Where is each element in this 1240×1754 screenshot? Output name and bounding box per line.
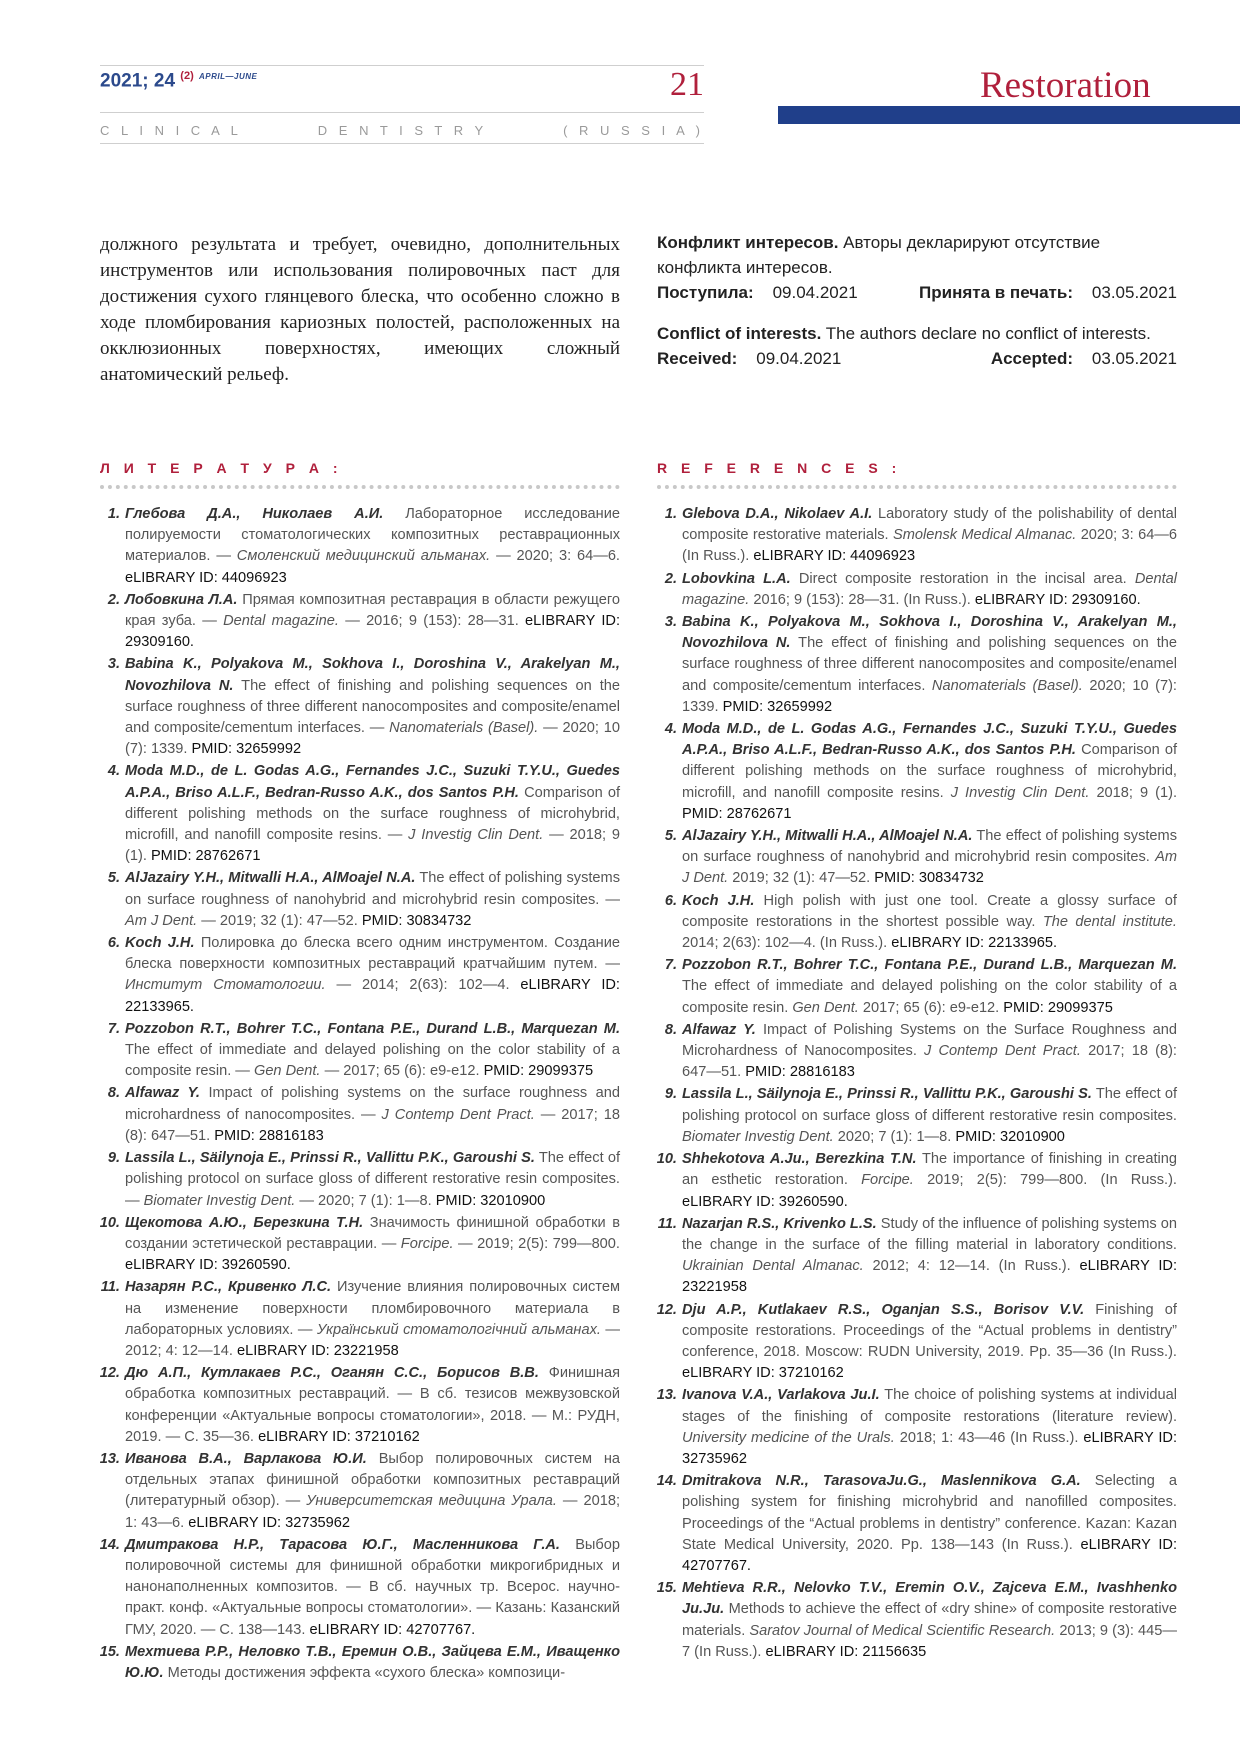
conflict-en (657, 321, 1177, 346)
reference-title: The effect of polishing systems on surface roughness of nanohybrid and microhybrid resin composites. (682, 828, 1178, 866)
reference-details: — 2018; 1: 43—6. (125, 1493, 620, 1531)
reference-number: 4. (664, 721, 677, 738)
reference-details: — 2014; 2(63): 102—4. (336, 977, 510, 994)
reference-item-ru (100, 1083, 620, 1147)
journal-name-word: D E N T I S T R Y (317, 123, 488, 138)
reference-authors: Lassila L., Säilynoja E., Prinssi R., Vallittu P.K., Garoushi S. (682, 1086, 1092, 1103)
reference-id: PMID: 28762671 (682, 805, 792, 822)
reference-journal: J Contemp Dent Pract. (381, 1106, 535, 1123)
reference-id: eLIBRARY ID: 32735962 (188, 1514, 351, 1531)
reference-journal: Смоленский медицинский альманах. (236, 548, 491, 565)
reference-title: Study of the influence of polishing systems on the change in the surface of the filling material in laboratory conditions. (682, 1215, 1177, 1253)
reference-id: eLIBRARY ID: 44096923 (125, 569, 287, 586)
reference-id: PMID: 30834732 (874, 870, 984, 887)
reference-item-ru (100, 1277, 620, 1362)
reference-journal: Biomater Investig Dent. (682, 1128, 834, 1145)
reference-journal: J Investig Clin Dent. (950, 784, 1090, 801)
reference-item-ru (100, 654, 620, 760)
accepted-en-date: 03.05.2021 (1091, 349, 1177, 368)
reference-id: PMID: 32010900 (435, 1192, 546, 1209)
reference-number: 10. (99, 1214, 120, 1231)
reference-authors: Pozzobon R.T., Bohrer T.C., Fontana P.E., Durand L.B., Marquezan M. (682, 957, 1177, 974)
reference-id: eLIBRARY ID: 39260590. (125, 1257, 291, 1274)
reference-authors: Babina K., Polyakova M., Sokhova I., Doroshina V., Arakelyan M., Novozhilova N. (682, 614, 1177, 652)
reference-number: 7. (664, 957, 677, 974)
reference-number: 14. (656, 1473, 677, 1490)
reference-id: eLIBRARY ID: 22133965. (125, 977, 620, 1015)
reference-journal: Saratov Journal of Medical Scientific Research. (749, 1622, 1056, 1639)
reference-details: 2012; 4: 12—14. (In Russ.). (872, 1258, 1071, 1275)
reference-item-en (657, 1214, 1177, 1299)
reference-number: 11. (100, 1279, 120, 1296)
header-rule-top (100, 65, 704, 66)
reference-authors: Лобовкина Л.А. (125, 591, 238, 608)
reference-journal: University medicine of the Urals. (682, 1429, 895, 1446)
reference-details: 2019; 32 (1): 47—52. (732, 870, 871, 887)
dates-en (657, 346, 1177, 371)
reference-details: — 2020; 3: 64—6. (496, 548, 620, 565)
conflict-ru-text: Авторы декларируют отсутствие конфликта интересов. (657, 233, 1101, 277)
reference-number: 2. (107, 591, 120, 608)
reference-number: 8. (664, 1021, 677, 1038)
reference-title: Finishing of composite restorations. Proceedings of the “Actual problems in dentistry” conference, 2018. Moscow: RUDN University, 2019. Pp. 35—36 (In Russ.). (682, 1301, 1177, 1360)
reference-number: 15. (656, 1580, 677, 1597)
received-en-date: 09.04.2021 (756, 349, 842, 368)
reference-id: eLIBRARY ID: 37210162 (258, 1428, 420, 1445)
reference-details: 2018; 9 (1). (1096, 784, 1178, 801)
reference-authors: Mehtieva R.R., Nelovko T.V., Eremin O.V., Zajceva E.M., Ivashhenko Ju.Ju. (682, 1580, 1177, 1618)
reference-item-en (657, 1471, 1177, 1577)
reference-item-en (657, 569, 1177, 611)
reference-title: Selecting a polishing system for finishing microhybrid and nanofilled composites. Proceedings of the “Actual problems in dentistry” conference. Kazan: Kazan State Medical University, 2020. Pp. 138—143 (In Russ.). (682, 1473, 1177, 1553)
reference-id: eLIBRARY ID: 42707767. (682, 1536, 1178, 1574)
reference-title: Лабораторное исследование полируемости стоматологических композитных реставрационных материалов. — (125, 506, 620, 565)
reference-id: PMID: 32659992 (722, 698, 833, 715)
reference-authors: Мехтиева Р.Р., Неловко Т.В., Еремин О.В., Зайцева Е.М., Иващенко Ю.Ю. (125, 1643, 620, 1681)
reference-journal: Dental magazine. (223, 613, 339, 630)
reference-journal: Am J Dent. (682, 849, 1177, 887)
reference-item-en (657, 1300, 1177, 1385)
reference-journal: Am J Dent. (125, 912, 198, 929)
references-en-heading: R E F E R E N C E S : (657, 460, 902, 476)
reference-authors: Ivanova V.A., Varlakova Ju.I. (682, 1387, 880, 1404)
reference-details: — 2017; 18 (8): 647—51. (125, 1106, 620, 1144)
reference-title: Выбор полировочных систем на отдельных этапах финишной обработки композитных реставраций (литературный обзор). — (125, 1450, 620, 1510)
reference-authors: Alfawaz Y. (682, 1021, 756, 1038)
reference-authors: AlJazairy Y.H., Mitwalli H.A., AlMoajel N.A. (682, 828, 973, 845)
reference-details: 2019; 2(5): 799—800. (In Russ.). (927, 1172, 1177, 1189)
accepted-ru-label: Принята в печать: (919, 283, 1073, 302)
reference-number: 1. (664, 506, 677, 522)
reference-number: 5. (107, 870, 120, 887)
reference-title: Comparison of different polishing methods on the surface roughness of microhybrid, microfill, and nanofill composite resins. (682, 742, 1178, 801)
reference-id: eLIBRARY ID: 23221958 (236, 1342, 399, 1359)
received-en-label: Received: (657, 349, 738, 368)
header-rule-middle (100, 112, 704, 113)
reference-title: High polish with just one tool. Create a glossy surface of composite restorations in the shortest possible way. (682, 892, 1177, 930)
reference-authors: Koch J.H. (125, 935, 195, 952)
reference-title: Impact of Polishing Systems on the Surface Roughness and Microhardness of Nanocomposites. (682, 1021, 1177, 1060)
reference-title: The effect of immediate and delayed polishing on the color stability of a composite resin. (682, 978, 1177, 1016)
reference-journal: Институт Стоматологии. (125, 977, 326, 994)
received-ru-label: Поступила: (657, 283, 754, 302)
reference-item-ru (100, 868, 620, 932)
reference-details: 2020; 7 (1): 1—8. (837, 1128, 952, 1145)
reference-id: PMID: 29099375 (1003, 999, 1113, 1016)
reference-item-ru (100, 1213, 620, 1277)
reference-title: Финишная обработка композитных реставраций. — В сб. тезисов межвузовской конференции «Актуальные вопросы стоматологии», 2018. — М.: РУДН, 2019. — С. 35—36. (125, 1365, 620, 1445)
reference-item-en (657, 1385, 1177, 1470)
reference-authors: Nazarjan R.S., Krivenko L.S. (682, 1215, 877, 1232)
journal-issue-info (100, 70, 257, 92)
reference-title: The effect of finishing and polishing sequences on the surface roughness of three different nanocomposites and composite/enamel and composite/cementum interfaces. — (125, 677, 620, 737)
references-ru-list (100, 504, 620, 1685)
reference-id: PMID: 32010900 (955, 1128, 1065, 1145)
reference-item-ru (100, 1449, 620, 1534)
reference-authors: Shhekotova A.Ju., Berezkina T.N. (682, 1151, 917, 1168)
reference-number: 2. (664, 570, 677, 587)
reference-title: The effect of polishing systems on surface roughness of nanohybrid and microhybrid resin composites. — (125, 870, 621, 908)
reference-number: 7. (107, 1020, 120, 1037)
references-ru-divider (100, 485, 620, 489)
reference-authors: Назарян Р.С., Кривенко Л.С. (125, 1279, 332, 1296)
reference-item-en (657, 891, 1177, 955)
section-bar (778, 106, 1240, 124)
reference-number: 4. (107, 763, 120, 780)
reference-id: eLIBRARY ID: 37210162 (682, 1365, 844, 1382)
reference-journal: Nanomaterials (Basel). (389, 720, 539, 737)
reference-authors: Dmitrakova N.R., TarasovaJu.G., Maslennikova G.A. (682, 1473, 1081, 1490)
reference-title: Impact of polishing systems on the surface roughness and microhardness of nanocomposites. — (125, 1085, 621, 1123)
reference-number: 9. (664, 1086, 677, 1103)
reference-details: 2018; 1: 43—46 (In Russ.). (899, 1429, 1079, 1446)
reference-details: — 2019; 32 (1): 47—52. (201, 912, 358, 929)
reference-journal: Forcipe. (861, 1172, 914, 1189)
accepted-ru-date: 03.05.2021 (1091, 283, 1177, 302)
header-rule-bottom (100, 143, 704, 144)
reference-authors: Glebova D.A., Nikolaev A.I. (682, 506, 873, 522)
reference-number: 10. (656, 1151, 677, 1168)
reference-title: Laboratory study of the polishability of dental composite restorative materials. (682, 506, 1177, 544)
reference-item-ru (100, 1019, 620, 1083)
reference-item-en (657, 1084, 1177, 1148)
reference-id: eLIBRARY ID: 29309160. (974, 591, 1141, 608)
reference-number: 13. (656, 1387, 677, 1404)
reference-journal: Ukrainian Dental Almanac. (682, 1258, 864, 1275)
reference-number: 5. (664, 828, 677, 845)
reference-item-en (657, 955, 1177, 1019)
conflict-en-label: Conflict of interests. (657, 324, 822, 343)
reference-journal: Український стоматологічний альманах. (316, 1321, 601, 1338)
reference-authors: Pozzobon R.T., Bohrer T.C., Fontana P.E., Durand L.B., Marquezan M. (125, 1020, 620, 1037)
reference-id: PMID: 28762671 (150, 848, 261, 865)
reference-authors: AlJazairy Y.H., Mitwalli H.A., AlMoajel N.A. (125, 870, 416, 887)
reference-number: 6. (107, 935, 120, 952)
article-meta (657, 230, 1177, 371)
reference-number: 15. (99, 1643, 120, 1660)
reference-item-en (657, 612, 1177, 718)
reference-title: Comparison of different polishing methods on the surface roughness of microhybrid, microfill, and nanofill composite resins. — (125, 784, 621, 844)
references-en-divider (657, 485, 1177, 489)
dates-ru (657, 280, 1177, 305)
reference-authors: Иванова В.А., Варлакова Ю.И. (125, 1450, 367, 1467)
reference-details: — 2012; 4: 12—14. (125, 1321, 620, 1359)
reference-id: PMID: 28816183 (745, 1064, 855, 1081)
reference-authors: Babina K., Polyakova M., Sokhova I., Doroshina V., Arakelyan M., Novozhilova N. (125, 656, 620, 694)
reference-number: 3. (107, 656, 120, 673)
reference-title: The importance of finishing in creating an esthetic restoration. (682, 1151, 1177, 1189)
reference-id: eLIBRARY ID: 39260590. (682, 1193, 848, 1210)
reference-item-en (657, 1149, 1177, 1213)
reference-id: eLIBRARY ID: 21156635 (765, 1643, 927, 1660)
reference-authors: Дю А.П., Кутлакаев Р.С., Оганян С.С., Борисов В.В. (125, 1365, 539, 1382)
reference-details: — 2020; 10 (7): 1339. (125, 720, 620, 758)
conflict-en-text: The authors declare no conflict of interests. (825, 324, 1151, 343)
reference-authors: Lassila L., Säilynoja E., Prinssi R., Vallittu P.K., Garoushi S. (125, 1150, 535, 1167)
issue-number: (2) (180, 70, 194, 82)
reference-journal: Gen Dent. (792, 999, 859, 1016)
reference-item-ru (100, 933, 620, 1018)
reference-item-ru (100, 1535, 620, 1641)
reference-id: eLIBRARY ID: 23221958 (682, 1258, 1177, 1296)
reference-item-ru (100, 590, 620, 654)
references-ru-heading: Л И Т Е Р А Т У Р А : (100, 460, 343, 476)
reference-id: eLIBRARY ID: 42707767. (309, 1621, 476, 1638)
accepted-en-label: Accepted: (990, 349, 1073, 368)
reference-title: The choice of polishing systems at individual stages of the finishing of composite restorations (literature review). (682, 1387, 1177, 1425)
reference-item-en (657, 1578, 1177, 1663)
reference-item-en (657, 826, 1177, 890)
reference-item-en (657, 719, 1177, 825)
reference-number: 3. (664, 614, 677, 631)
reference-authors: Moda M.D., de L. Godas A.G., Fernandes J.C., Suzuki T.Y.U., Guedes A.P.A., Briso A.L.F., Bedran-Russo A.K., dos Santos P.H. (125, 763, 620, 801)
reference-details: 2020; 10 (7): 1339. (682, 677, 1177, 715)
reference-title: The effect of polishing protocol on surface gloss of different restorative resin composites. (682, 1086, 1177, 1124)
journal-name (100, 123, 704, 138)
page-number: 21 (670, 66, 704, 103)
reference-authors: Дмитракова Н.Р., Тарасова Ю.Г., Масленникова Г.А. (125, 1536, 560, 1553)
reference-authors: Alfawaz Y. (125, 1085, 200, 1102)
reference-id: eLIBRARY ID: 32735962 (682, 1429, 1177, 1467)
reference-authors: Глебова Д.А., Николаев А.И. (125, 506, 384, 522)
reference-journal: Gen Dent. (253, 1063, 321, 1080)
reference-journal: Университетская медицина Урала. (306, 1493, 557, 1510)
reference-title: Методы достижения эффекта «сухого блеска» композици- (167, 1664, 566, 1681)
reference-title: Значимость финишной обработки в создании эстетической реставрации. — (125, 1214, 620, 1252)
reference-id: PMID: 29099375 (483, 1063, 594, 1080)
reference-details: 2017; 65 (6): e9-e12. (862, 999, 1000, 1016)
reference-id: PMID: 30834732 (361, 912, 472, 929)
section-title: Restoration (980, 65, 1151, 106)
reference-item-ru (100, 504, 620, 589)
conflict-ru (657, 230, 1177, 280)
reference-item-en (657, 1020, 1177, 1084)
reference-item-ru (100, 1148, 620, 1212)
references-en-list (657, 504, 1177, 1664)
reference-journal: Smolensk Medical Almanac. (892, 527, 1077, 544)
journal-name-word: C L I N I C A L (100, 123, 242, 138)
reference-title: Direct composite restoration in the incisal area. (798, 570, 1127, 587)
reference-item-ru (100, 761, 620, 867)
reference-journal: Dental magazine. (682, 570, 1177, 608)
reference-number: 9. (107, 1150, 120, 1167)
journal-name-word: ( R U S S I A ) (563, 123, 704, 138)
received-ru-date: 09.04.2021 (772, 283, 858, 302)
reference-authors: Moda M.D., de L. Godas A.G., Fernandes J.C., Suzuki T.Y.U., Guedes A.P.A., Briso A.L.F., Bedran-Russo A.K., dos Santos P.H. (682, 721, 1177, 759)
reference-authors: Lobovkina L.A. (682, 570, 791, 587)
reference-id: PMID: 32659992 (191, 741, 302, 758)
conflict-ru-label: Конфликт интересов. (657, 233, 839, 252)
reference-title: Прямая композитная реставрация в области режущего края зуба. — (125, 591, 620, 630)
reference-authors: Dju A.P., Kutlakaev R.S., Oganjan S.S., Borisov V.V. (682, 1301, 1085, 1318)
reference-title: Изучение влияния полировочных систем на изменение поверхности пломбировочного материала в лабораторных условиях. — (125, 1279, 620, 1338)
reference-id: eLIBRARY ID: 29309160. (125, 613, 621, 651)
reference-details: — 2018; 9 (1). (125, 827, 620, 865)
reference-details: — 2020; 7 (1): 1—8. (299, 1192, 432, 1209)
reference-details: 2014; 2(63): 102—4. (In Russ.). (682, 935, 888, 952)
body-paragraph: должного результата и требует, очевидно, дополнительных инструментов или использования полировочных паст для достижения сухого глянцевого блеска, что особенно сложно в ходе пломбирования кариозных полостей, расположенных на окклюзионных поверхностях, имеющих сложный анатомический рельеф. (100, 234, 620, 385)
reference-authors: Koch J.H. (682, 892, 755, 909)
reference-number: 14. (99, 1536, 120, 1553)
reference-journal: The dental institute. (1042, 913, 1177, 930)
year-volume: 2021; 24 (100, 70, 176, 92)
reference-id: eLIBRARY ID: 44096923 (753, 548, 916, 565)
reference-title: The effect of immediate and delayed polishing on the color stability of a composite resin. — (125, 1042, 620, 1080)
reference-authors: Щекотова А.Ю., Березкина Т.Н. (125, 1214, 364, 1231)
reference-journal: J Contemp Dent Pract. (924, 1043, 1081, 1060)
reference-title: Полировка до блеска всего одним инструментом. Создание блеска поверхности композитных реставраций кратчайшим путем. — (125, 935, 620, 973)
reference-title: Выбор полировочной системы для финишной обработки микрогибридных и нанонаполненных композитов. — В сб. научных тр. Всерос. научно-практ. конф. «Актуальные вопросы стоматологии». — Казань: Казанский ГМУ, 2020. — С. 138—143. (125, 1536, 621, 1638)
reference-details: 2013; 9 (3): 445—7 (In Russ.). (682, 1622, 1177, 1660)
reference-number: 13. (99, 1450, 120, 1467)
reference-number: 6. (664, 892, 677, 909)
reference-title: The effect of finishing and polishing sequences on the surface roughness of three different nanocomposites and composite/enamel and composite/cementum interfaces. (682, 635, 1177, 694)
reference-title: The effect of polishing protocol on surface gloss of different restorative resin composites. — (125, 1150, 620, 1209)
reference-id: eLIBRARY ID: 22133965. (891, 935, 1058, 952)
reference-id: PMID: 28816183 (214, 1127, 324, 1144)
reference-details: — 2019; 2(5): 799—800. (458, 1235, 620, 1252)
issue-months: APRIL—JUNE (199, 72, 258, 81)
reference-journal: Nanomaterials (Basel). (931, 677, 1083, 694)
reference-details: — 2016; 9 (153): 28—31. (345, 613, 519, 630)
reference-journal: Biomater Investig Dent. (143, 1192, 296, 1209)
reference-item-ru (100, 1363, 620, 1448)
reference-details: 2017; 18 (8): 647—51. (682, 1043, 1177, 1081)
reference-number: 12. (656, 1301, 677, 1318)
reference-title: Methods to achieve the effect of «dry shine» of composite restorative materials. (682, 1601, 1177, 1639)
reference-number: 1. (107, 506, 120, 522)
reference-number: 12. (99, 1365, 120, 1382)
reference-number: 11. (657, 1215, 677, 1232)
reference-number: 8. (107, 1085, 120, 1102)
reference-journal: J Investig Clin Dent. (408, 827, 544, 844)
reference-details: 2016; 9 (153): 28—31. (In Russ.). (753, 591, 971, 608)
reference-details: — 2017; 65 (6): e9-e12. (324, 1063, 480, 1080)
reference-details: 2020; 3: 64—6 (In Russ.). (682, 527, 1178, 565)
reference-item-ru (100, 1642, 620, 1684)
reference-journal: Forcipe. (400, 1235, 454, 1252)
reference-item-en (657, 504, 1177, 568)
